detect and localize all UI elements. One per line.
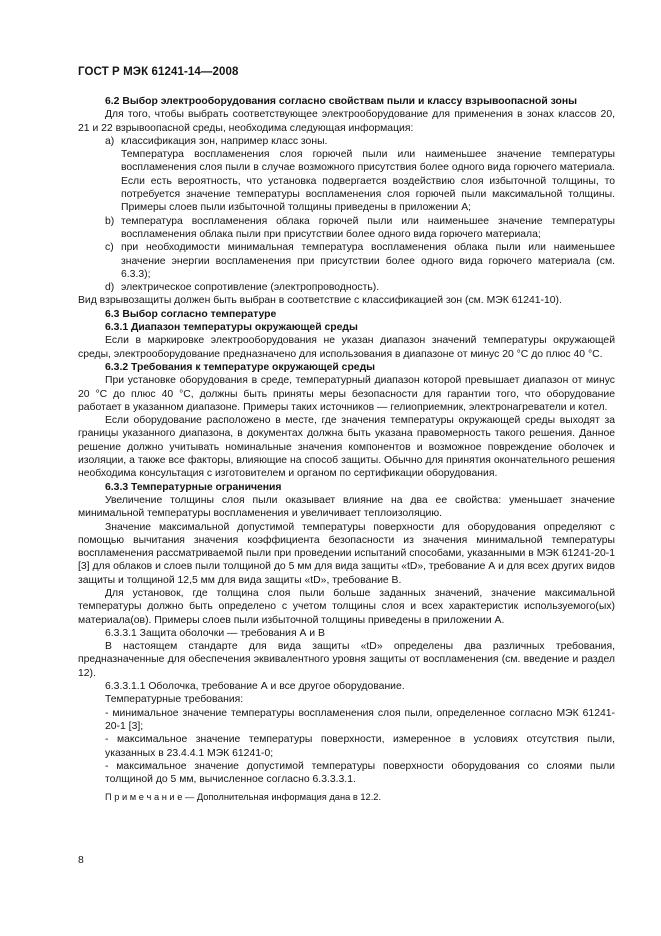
list-item-d (78, 281, 615, 294)
section-6-3-3-1-1-heading: 6.3.3.1.1 Оболочка, требование А и все другое оборудование. (105, 681, 405, 693)
section-6-3-1-heading: 6.3.1 Диапазон температуры окружающей среды (105, 322, 358, 334)
section-6-3-3-1-heading: 6.3.3.1 Защита оболочки — требования А и В (105, 627, 325, 639)
list-item-c (78, 241, 615, 281)
section-6-3-1-text: Если в маркировке электрооборудования не указан диапазон значений температуры окружающей среды, электрооборудование предназначено для использования в диапазоне от минус 20 °С до плюс 40 °С. (78, 335, 615, 360)
section-6-2-outro: Вид взрывозащиты должен быть выбран в соответствие с классификацией зон (см. МЭК 61241-10). (78, 295, 562, 307)
section-6-3-3-1-text: В настоящем стандарте для вида защиты «tD» определены два различных требования, предназначенные для обеспечения эквивалентного уровня защиты от воспламенения (см. введение и раздел 12). (78, 641, 615, 679)
section-6-3-3-paragraph-2: Значение максимальной допустимой температуры поверхности для оборудования определяют с помощью вычитания значения коэффициента безопасности из значения минимальной температуры воспламенения рассматриваемой пыли при проведении испытаний способами, указанными в МЭК 61241-20-1 [3] для облаков и слоев пыли толщиной до 5 мм для вида защиты «tD», требование А и для всех других видов защиты и толщиной 12,5 мм для вида защиты «tD», требование В. (78, 521, 615, 586)
section-6-3-3-heading: 6.3.3 Температурные ограничения (105, 481, 282, 493)
section-6-3-3-paragraph-3: Для установок, где толщина слоя пыли больше заданных значений, значение максимальной температуры должно быть определено с учетом толщины слоя и всех характеристик используемого(ых) материала(ов). Примеры слоев пыли избыточной толщины приведены в приложении А. (78, 587, 615, 626)
list-item-b (78, 215, 615, 242)
list-item-text: электрическое сопротивление (электропроводность). (121, 282, 380, 294)
list-item-label: b) (105, 215, 115, 227)
section-6-3-3-paragraph-1: Увеличение толщины слоя пыли оказывает влияние на два ее свойства: уменьшает значение минимальной температуры воспламенения и увеличивает теплоизоляцию. (78, 494, 615, 520)
requirement-item-3: - максимальное значение допустимой температуры поверхности оборудования со слоями пыли толщиной до 5 мм, вычисленное согласно 6.3.3.3.1. (105, 760, 615, 786)
list-item-text: при необходимости минимальная температура воспламенения облака пыли или наименьшее значение энергии воспламенения при присутствии более одного вида горючего материала (см. 6.3.3); (121, 242, 615, 280)
note: П р и м е ч а н и е — Дополнительная информация дана в 12.2. (105, 792, 382, 803)
list-item-text: классификация зон, например класс зоны. (121, 135, 328, 147)
page-number: 8 (78, 855, 84, 866)
list-item-text: температура воспламенения облака горючей пыли или наименьшее значение температуры воспламенения облака пыли при присутствии более одного вида горючего материала; (121, 215, 615, 240)
document-body (78, 95, 615, 805)
section-6-2-heading: 6.2 Выбор электрооборудования согласно свойствам пыли и классу взрывоопасной зоны (105, 96, 578, 107)
section-6-3-2-paragraph-2: Если оборудование расположено в месте, где значения температуры окружающей среды выходят за границы указанного диапазона, в документах должна быть указана правомерность такого решения. Данное решение должно учитывать номинальные значения компонентов и возможное повреждение оболочек и изоляции, а также все факторы, влияющие на способ защиты. Обычно для принятия окончательного решения необходима консультация с изготовителем и органом по сертификации оборудования. (78, 415, 615, 480)
document-header: ГОСТ Р МЭК 61241-14—2008 (78, 66, 239, 78)
list-item-label: с) (105, 242, 114, 254)
requirement-item-1: - минимальное значение температуры воспламенения слоя пыли, определенное согласно МЭК 61241-20-1 [3]; (105, 707, 615, 732)
temperature-requirements-intro: Температурные требования: (105, 694, 244, 706)
list-item-a (78, 135, 615, 148)
section-6-2-intro: Для того, чтобы выбрать соответствующее электрооборудование для применения в зонах классов 20, 21 и 22 взрывоопасной среды, необходима следующая информация: (78, 109, 615, 134)
section-6-3-2-paragraph-1: При установке оборудования в среде, температурный диапазон которой превышает диапазон от минус 20 °С до плюс 40 °С, должны быть приняты меры безопасности для гарантии того, что оборудование работает в указанном диапазоне. Примеры таких источников — гелиоприемник, электронагреватели и котел. (78, 375, 615, 413)
section-6-3-heading: 6.3 Выбор согласно температуре (105, 308, 277, 320)
section-6-3-2-heading: 6.3.2 Требования к температуре окружающей среды (105, 361, 376, 373)
requirement-item-2: - максимальное значение температуры поверхности, измеренное в условиях отсутствия пыли, указанных в 23.4.4.1 МЭК 61241-0; (105, 734, 615, 759)
list-item-a-detail: Температура воспламенения слоя горючей пыли или наименьшее значение температуры воспламенения слоя пыли в случае возможного присутствия более одного вида горючего материала. Если есть вероятность, что установка подвергается воздействию слоя избыточной толщины, то потребуется значение температуры воспламенения слоя горючей пыли максимальной толщины. Примеры слоев пыли избыточной толщины приведены в приложении А; (121, 149, 615, 214)
list-item-label: d) (105, 282, 115, 294)
list-item-label: а) (105, 135, 115, 147)
